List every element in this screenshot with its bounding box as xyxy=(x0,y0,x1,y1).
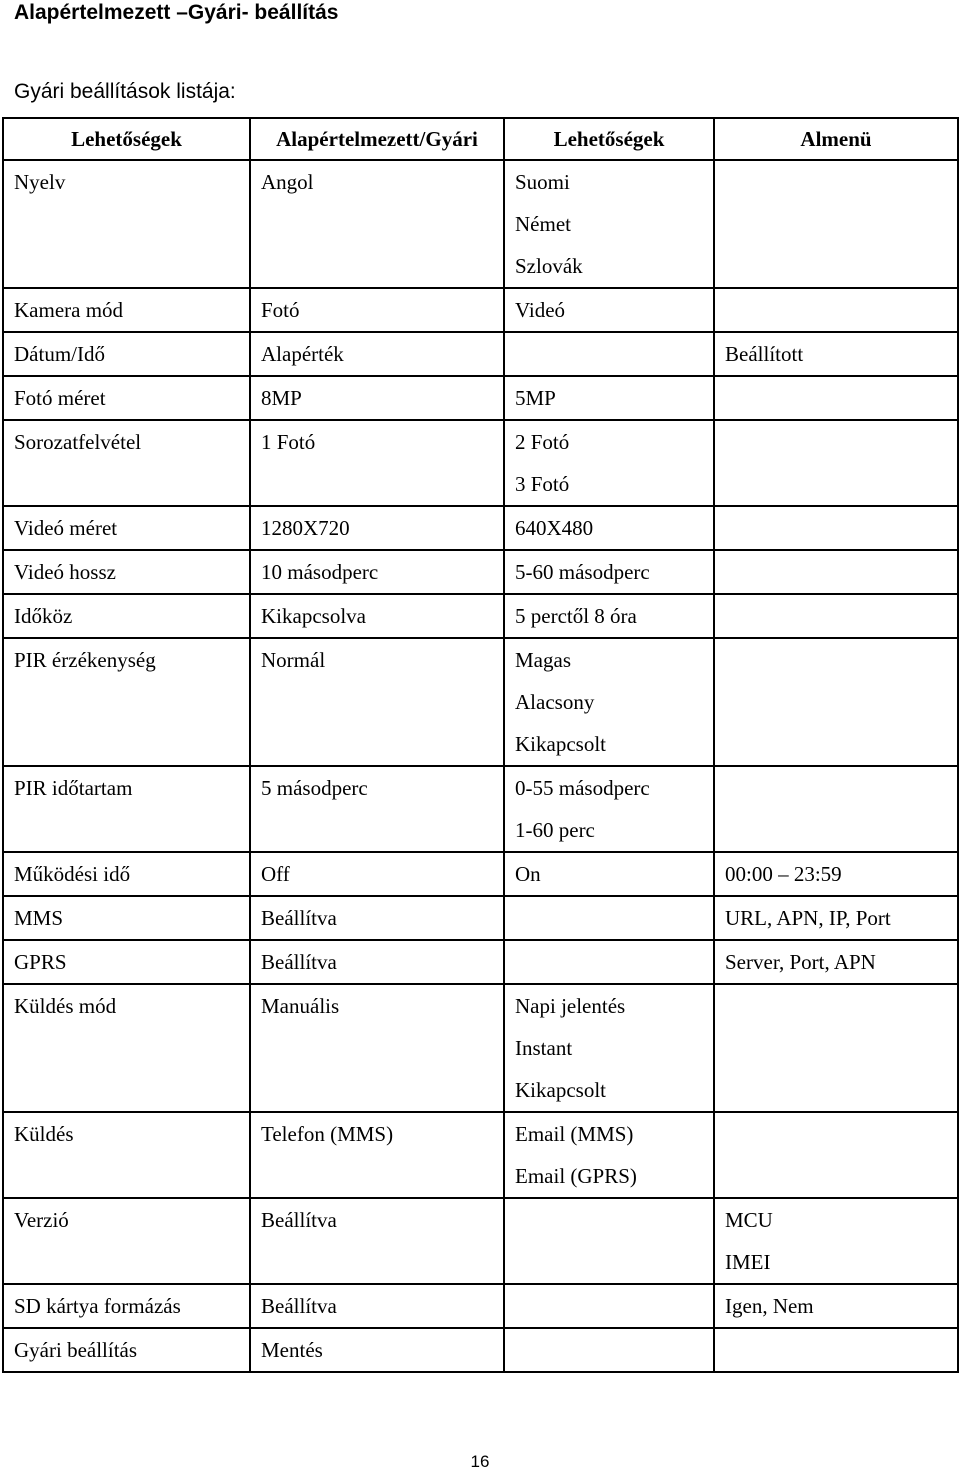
cell-text: 00:00 – 23:59 xyxy=(725,862,842,886)
table-row xyxy=(3,1328,958,1372)
cell-text: 2 Fotó xyxy=(515,430,570,454)
table-row xyxy=(3,984,958,1112)
option-name-cell xyxy=(3,638,250,766)
alternatives-cell xyxy=(504,376,714,420)
cell-text: IMEI xyxy=(725,1250,771,1274)
option-name-cell xyxy=(3,288,250,332)
table-row xyxy=(3,766,958,852)
table-row xyxy=(3,332,958,376)
alternatives-cell xyxy=(504,766,714,852)
default-value-cell xyxy=(250,506,504,550)
cell-text: 10 másodperc xyxy=(261,560,379,584)
default-value-cell xyxy=(250,1112,504,1198)
default-value-cell xyxy=(250,1198,504,1284)
cell-text: GPRS xyxy=(14,950,67,974)
cell-text: Email (GPRS) xyxy=(515,1164,637,1188)
default-value-cell xyxy=(250,638,504,766)
submenu-cell xyxy=(714,1284,958,1328)
cell-text: Manuális xyxy=(261,994,340,1018)
option-name-cell xyxy=(3,420,250,506)
cell-text: Server, Port, APN xyxy=(725,950,876,974)
option-name-cell xyxy=(3,332,250,376)
cell-text: Beállítva xyxy=(261,906,337,930)
cell-text: MMS xyxy=(14,906,64,930)
cell-text: Napi jelentés xyxy=(515,994,626,1018)
table-row xyxy=(3,506,958,550)
submenu-cell xyxy=(714,896,958,940)
default-value-cell xyxy=(250,940,504,984)
alternatives-cell xyxy=(504,506,714,550)
default-value-cell xyxy=(250,1328,504,1372)
alternatives-cell xyxy=(504,638,714,766)
cell-text: Kikapcsolt xyxy=(515,732,606,756)
option-name-cell xyxy=(3,766,250,852)
submenu-cell xyxy=(714,1112,958,1198)
submenu-cell xyxy=(714,594,958,638)
table-row xyxy=(3,420,958,506)
cell-text: Szlovák xyxy=(515,254,583,278)
alternatives-cell xyxy=(504,332,714,376)
option-name-cell xyxy=(3,376,250,420)
cell-text: Beállítva xyxy=(261,1294,337,1318)
default-value-cell xyxy=(250,984,504,1112)
cell-text: On xyxy=(515,862,541,886)
cell-text: 1 Fotó xyxy=(261,430,316,454)
option-name-cell xyxy=(3,550,250,594)
cell-text: Alacsony xyxy=(515,690,595,714)
cell-text: Beállított xyxy=(725,342,804,366)
cell-text: Off xyxy=(261,862,290,886)
cell-text: Fotó xyxy=(261,298,300,322)
submenu-cell xyxy=(714,160,958,288)
cell-text: Dátum/Idő xyxy=(14,342,105,366)
settings-table xyxy=(2,117,959,1373)
cell-text: Nyelv xyxy=(14,170,66,194)
cell-text: Sorozatfelvétel xyxy=(14,430,142,454)
cell-text: 5 másodperc xyxy=(261,776,368,800)
table-row xyxy=(3,1284,958,1328)
cell-text: Normál xyxy=(261,648,326,672)
option-name-cell xyxy=(3,1328,250,1372)
cell-text: URL, APN, IP, Port xyxy=(725,906,891,930)
table-row xyxy=(3,896,958,940)
cell-text: Működési idő xyxy=(14,862,131,886)
option-name-cell xyxy=(3,1198,250,1284)
alternatives-cell xyxy=(504,896,714,940)
submenu-cell xyxy=(714,550,958,594)
cell-text: PIR érzékenység xyxy=(14,648,156,672)
cell-text: MCU xyxy=(725,1208,773,1232)
submenu-cell xyxy=(714,332,958,376)
table-row xyxy=(3,160,958,288)
table-row xyxy=(3,638,958,766)
table-row xyxy=(3,550,958,594)
cell-text: Verzió xyxy=(14,1208,69,1232)
submenu-cell xyxy=(714,506,958,550)
option-name-cell xyxy=(3,984,250,1112)
submenu-cell xyxy=(714,638,958,766)
submenu-cell xyxy=(714,1198,958,1284)
header-row xyxy=(3,118,958,160)
option-name-cell xyxy=(3,160,250,288)
submenu-cell xyxy=(714,940,958,984)
cell-text: Igen, Nem xyxy=(725,1294,814,1318)
table-row xyxy=(3,594,958,638)
table-row xyxy=(3,1112,958,1198)
cell-text: 5MP xyxy=(515,386,556,410)
option-name-cell xyxy=(3,940,250,984)
cell-text: Küldés mód xyxy=(14,994,117,1018)
cell-text: Alapérték xyxy=(261,342,344,366)
cell-text: Email (MMS) xyxy=(515,1122,634,1146)
option-name-cell xyxy=(3,896,250,940)
table-body xyxy=(3,160,958,1372)
default-value-cell xyxy=(250,594,504,638)
cell-text: Időköz xyxy=(14,604,73,628)
alternatives-cell xyxy=(504,984,714,1112)
cell-text: Német xyxy=(515,212,571,236)
alternatives-cell xyxy=(504,160,714,288)
cell-text: 0-55 másodperc xyxy=(515,776,650,800)
cell-text: 8MP xyxy=(261,386,302,410)
table-row xyxy=(3,940,958,984)
header-default: Alapértelmezett/Gyári xyxy=(250,118,504,160)
cell-text: Fotó méret xyxy=(14,386,106,410)
cell-text: Angol xyxy=(261,170,314,194)
option-name-cell xyxy=(3,852,250,896)
cell-text: Beállítva xyxy=(261,1208,337,1232)
table-row xyxy=(3,1198,958,1284)
table-row xyxy=(3,376,958,420)
option-name-cell xyxy=(3,1284,250,1328)
cell-text: 5-60 másodperc xyxy=(515,560,650,584)
cell-text: 1280X720 xyxy=(261,516,350,540)
header-submenu: Almenü xyxy=(714,118,958,160)
submenu-cell xyxy=(714,1328,958,1372)
alternatives-cell xyxy=(504,288,714,332)
alternatives-cell xyxy=(504,852,714,896)
table-row xyxy=(3,852,958,896)
default-value-cell xyxy=(250,852,504,896)
table-caption: Gyári beállítások listája: xyxy=(14,80,236,103)
submenu-cell xyxy=(714,766,958,852)
alternatives-cell xyxy=(504,1198,714,1284)
cell-text: 1-60 perc xyxy=(515,818,595,842)
option-name-cell xyxy=(3,506,250,550)
page-number: 16 xyxy=(470,1452,490,1471)
submenu-cell xyxy=(714,288,958,332)
cell-text: 3 Fotó xyxy=(515,472,570,496)
alternatives-cell xyxy=(504,420,714,506)
default-value-cell xyxy=(250,550,504,594)
submenu-cell xyxy=(714,984,958,1112)
header-options: Lehetőségek xyxy=(3,118,250,160)
option-name-cell xyxy=(3,594,250,638)
cell-text: Instant xyxy=(515,1036,573,1060)
default-value-cell xyxy=(250,332,504,376)
submenu-cell xyxy=(714,420,958,506)
alternatives-cell xyxy=(504,1284,714,1328)
cell-text: Kikapcsolva xyxy=(261,604,366,628)
cell-text: Videó xyxy=(515,298,566,322)
cell-text: Gyári beállítás xyxy=(14,1338,138,1362)
alternatives-cell xyxy=(504,1328,714,1372)
alternatives-cell xyxy=(504,940,714,984)
submenu-cell xyxy=(714,376,958,420)
header-options-alt: Lehetőségek xyxy=(504,118,714,160)
cell-text: SD kártya formázás xyxy=(14,1294,181,1318)
default-value-cell xyxy=(250,288,504,332)
page-title: Alapértelmezett –Gyári- beállítás xyxy=(14,1,339,24)
cell-text: Telefon (MMS) xyxy=(261,1122,394,1146)
submenu-cell xyxy=(714,852,958,896)
default-value-cell xyxy=(250,160,504,288)
cell-text: Videó hossz xyxy=(14,560,116,584)
alternatives-cell xyxy=(504,1112,714,1198)
cell-text: Mentés xyxy=(261,1338,323,1362)
default-value-cell xyxy=(250,376,504,420)
table-row xyxy=(3,288,958,332)
default-value-cell xyxy=(250,1284,504,1328)
default-value-cell xyxy=(250,420,504,506)
cell-text: 640X480 xyxy=(515,516,594,540)
cell-text: Videó méret xyxy=(14,516,118,540)
cell-text: Küldés xyxy=(14,1122,74,1146)
cell-text: 5 perctől 8 óra xyxy=(515,604,637,628)
cell-text: Beállítva xyxy=(261,950,337,974)
cell-text: Kamera mód xyxy=(14,298,124,322)
cell-text: Kikapcsolt xyxy=(515,1078,606,1102)
default-value-cell xyxy=(250,896,504,940)
cell-text: Suomi xyxy=(515,170,570,194)
table-header xyxy=(3,118,958,160)
option-name-cell xyxy=(3,1112,250,1198)
default-value-cell xyxy=(250,766,504,852)
alternatives-cell xyxy=(504,594,714,638)
cell-text: Magas xyxy=(515,648,571,672)
alternatives-cell xyxy=(504,550,714,594)
cell-text: PIR időtartam xyxy=(14,776,133,800)
